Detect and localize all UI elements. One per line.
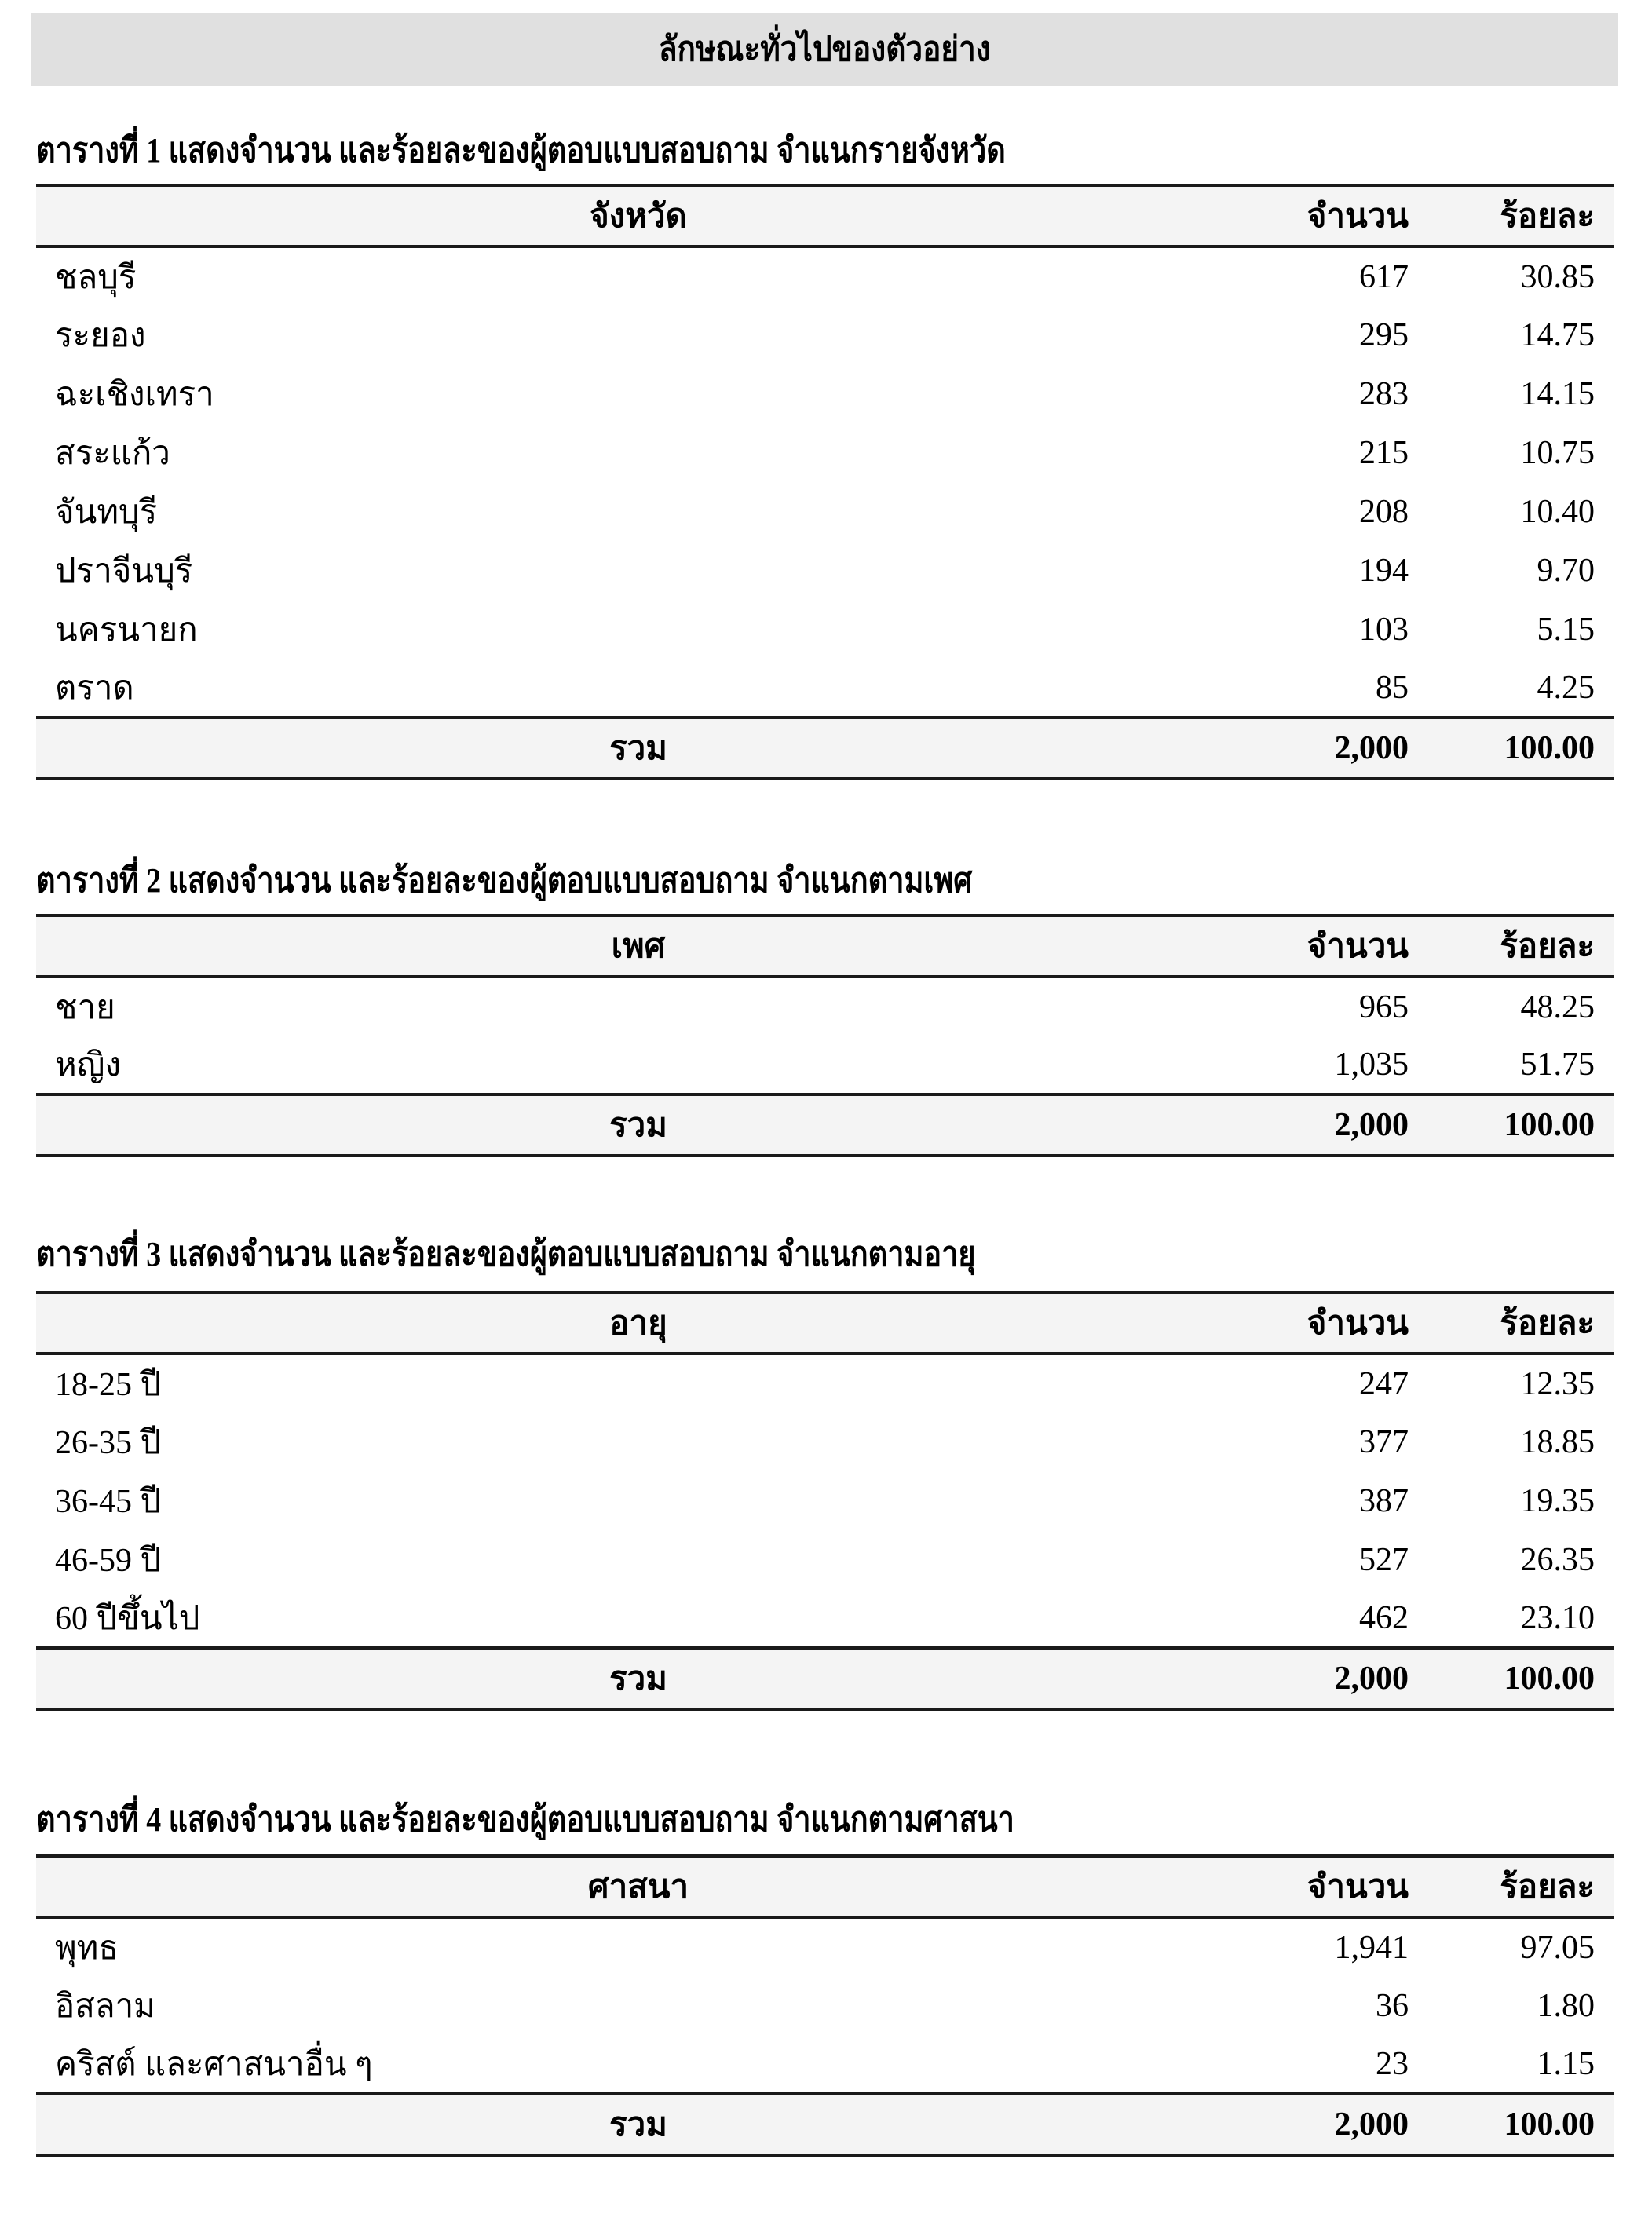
row-label: พุทธ: [55, 1930, 119, 1967]
column-header-percent: ร้อยละ: [1427, 1856, 1614, 1917]
row-percent: 14.15: [1520, 375, 1595, 412]
row-count: 965: [1359, 988, 1409, 1025]
row-count: 283: [1359, 375, 1409, 412]
row-percent: 12.35: [1520, 1365, 1595, 1402]
table-title: ตารางที่ 3 แสดงจำนวน และร้อยละของผู้ตอบแบบสอบถาม จำแนกตามอายุ: [36, 1235, 976, 1273]
row-percent: 9.70: [1537, 552, 1595, 589]
row-count: 103: [1359, 611, 1409, 648]
row-percent: 1.80: [1537, 1987, 1595, 2024]
row-percent: 51.75: [1520, 1046, 1595, 1083]
row-count: 617: [1359, 258, 1409, 295]
table-header-row: [36, 185, 1614, 247]
table-row: [36, 423, 1614, 482]
row-count: 1,035: [1334, 1046, 1409, 1083]
data-table: [36, 914, 1614, 1157]
row-percent: 23.10: [1520, 1599, 1595, 1636]
total-percent: 100.00: [1427, 1094, 1614, 1156]
total-percent: 100.00: [1427, 718, 1614, 779]
data-table: [36, 1291, 1614, 1711]
row-count: 85: [1376, 669, 1409, 706]
row-count: 215: [1359, 434, 1409, 471]
row-count: 1,941: [1334, 1929, 1409, 1966]
row-percent: 19.35: [1520, 1482, 1595, 1519]
table-row: [36, 600, 1614, 659]
total-count: 2,000: [1241, 2094, 1427, 2155]
table-title: ตารางที่ 2 แสดงจำนวน และร้อยละของผู้ตอบแบบสอบถาม จำแนกตามเพศ: [36, 861, 973, 900]
row-percent: 48.25: [1520, 988, 1595, 1025]
table-row: [36, 1354, 1614, 1412]
row-label: นครนายก: [55, 612, 198, 648]
data-table: [36, 1854, 1614, 2157]
table-row: [36, 1917, 1614, 1976]
row-percent: 26.35: [1520, 1541, 1595, 1578]
row-count: 194: [1359, 552, 1409, 589]
total-label: รวม: [36, 1648, 1241, 1709]
row-count: 295: [1359, 316, 1409, 353]
row-label: 36-45 ปี: [55, 1483, 162, 1520]
table-header-row: [36, 1292, 1614, 1354]
row-percent: 10.40: [1520, 493, 1595, 530]
table-row: [36, 659, 1614, 718]
table-row: [36, 364, 1614, 423]
row-percent: 97.05: [1520, 1929, 1595, 1966]
table-row: [36, 977, 1614, 1036]
table-total-row: [36, 1094, 1614, 1156]
total-count: 2,000: [1241, 1648, 1427, 1709]
row-label: 46-59 ปี: [55, 1542, 162, 1579]
row-count: 23: [1376, 2045, 1409, 2082]
table-header-row: [36, 1856, 1614, 1917]
total-percent: 100.00: [1427, 1648, 1614, 1709]
table-row: [36, 1976, 1614, 2035]
column-header-category: เพศ: [36, 915, 1241, 977]
table-total-row: [36, 1648, 1614, 1709]
column-header-count: จำนวน: [1241, 1292, 1427, 1354]
row-label: จันทบุรี: [55, 494, 158, 531]
row-count: 36: [1376, 1987, 1409, 2024]
table-total-row: [36, 2094, 1614, 2155]
total-label: รวม: [36, 1094, 1241, 1156]
total-label: รวม: [36, 2094, 1241, 2155]
row-label: ฉะเชิงเทรา: [55, 376, 214, 413]
column-header-count: จำนวน: [1241, 915, 1427, 977]
total-percent: 100.00: [1427, 2094, 1614, 2155]
table-row: [36, 1412, 1614, 1471]
table-row: [36, 1036, 1614, 1094]
row-percent: 5.15: [1537, 611, 1595, 648]
row-label: ปราจีนบุรี: [55, 553, 193, 590]
row-count: 462: [1359, 1599, 1409, 1636]
column-header-category: จังหวัด: [36, 185, 1241, 247]
column-header-percent: ร้อยละ: [1427, 1292, 1614, 1354]
table-total-row: [36, 718, 1614, 779]
row-percent: 4.25: [1537, 669, 1595, 706]
column-header-count: จำนวน: [1241, 185, 1427, 247]
row-count: 377: [1359, 1423, 1409, 1460]
column-header-percent: ร้อยละ: [1427, 185, 1614, 247]
row-percent: 1.15: [1537, 2045, 1595, 2082]
row-count: 208: [1359, 493, 1409, 530]
row-label: 18-25 ปี: [55, 1366, 162, 1403]
row-label: ชลบุรี: [55, 259, 137, 296]
table-title: ตารางที่ 1 แสดงจำนวน และร้อยละของผู้ตอบแบบสอบถาม จำแนกรายจังหวัด: [36, 131, 1006, 170]
column-header-percent: ร้อยละ: [1427, 915, 1614, 977]
row-percent: 10.75: [1520, 434, 1595, 471]
table-row: [36, 1589, 1614, 1648]
row-label: ระยอง: [55, 317, 146, 354]
row-label: 60 ปีขึ้นไป: [55, 1600, 200, 1637]
total-count: 2,000: [1241, 1094, 1427, 1156]
row-label: คริสต์ และศาสนาอื่น ๆ: [55, 2046, 373, 2083]
row-count: 387: [1359, 1482, 1409, 1519]
column-header-category: ศาสนา: [36, 1856, 1241, 1917]
table-row: [36, 305, 1614, 364]
table-row: [36, 247, 1614, 305]
row-label: 26-35 ปี: [55, 1424, 162, 1461]
page-title-bar: [31, 13, 1618, 86]
row-label: อิสลาม: [55, 1988, 155, 2025]
row-count: 247: [1359, 1365, 1409, 1402]
table-header-row: [36, 915, 1614, 977]
row-count: 527: [1359, 1541, 1409, 1578]
row-percent: 30.85: [1520, 258, 1595, 295]
row-label: สระแก้ว: [55, 435, 170, 472]
column-header-count: จำนวน: [1241, 1856, 1427, 1917]
row-percent: 18.85: [1520, 1423, 1595, 1460]
page-title: ลักษณะทั่วไปของตัวอย่าง: [659, 29, 991, 68]
table-row: [36, 2035, 1614, 2094]
table-row: [36, 1471, 1614, 1530]
table-row: [36, 541, 1614, 600]
row-percent: 14.75: [1520, 316, 1595, 353]
table-title: ตารางที่ 4 แสดงจำนวน และร้อยละของผู้ตอบแบบสอบถาม จำแนกตามศาสนา: [36, 1800, 1014, 1839]
column-header-category: อายุ: [36, 1292, 1241, 1354]
table-row: [36, 482, 1614, 541]
row-label: หญิง: [55, 1047, 121, 1083]
total-label: รวม: [36, 718, 1241, 779]
table-row: [36, 1530, 1614, 1589]
total-count: 2,000: [1241, 718, 1427, 779]
row-label: ชาย: [55, 989, 115, 1026]
row-label: ตราด: [55, 670, 134, 707]
data-table: [36, 184, 1614, 780]
